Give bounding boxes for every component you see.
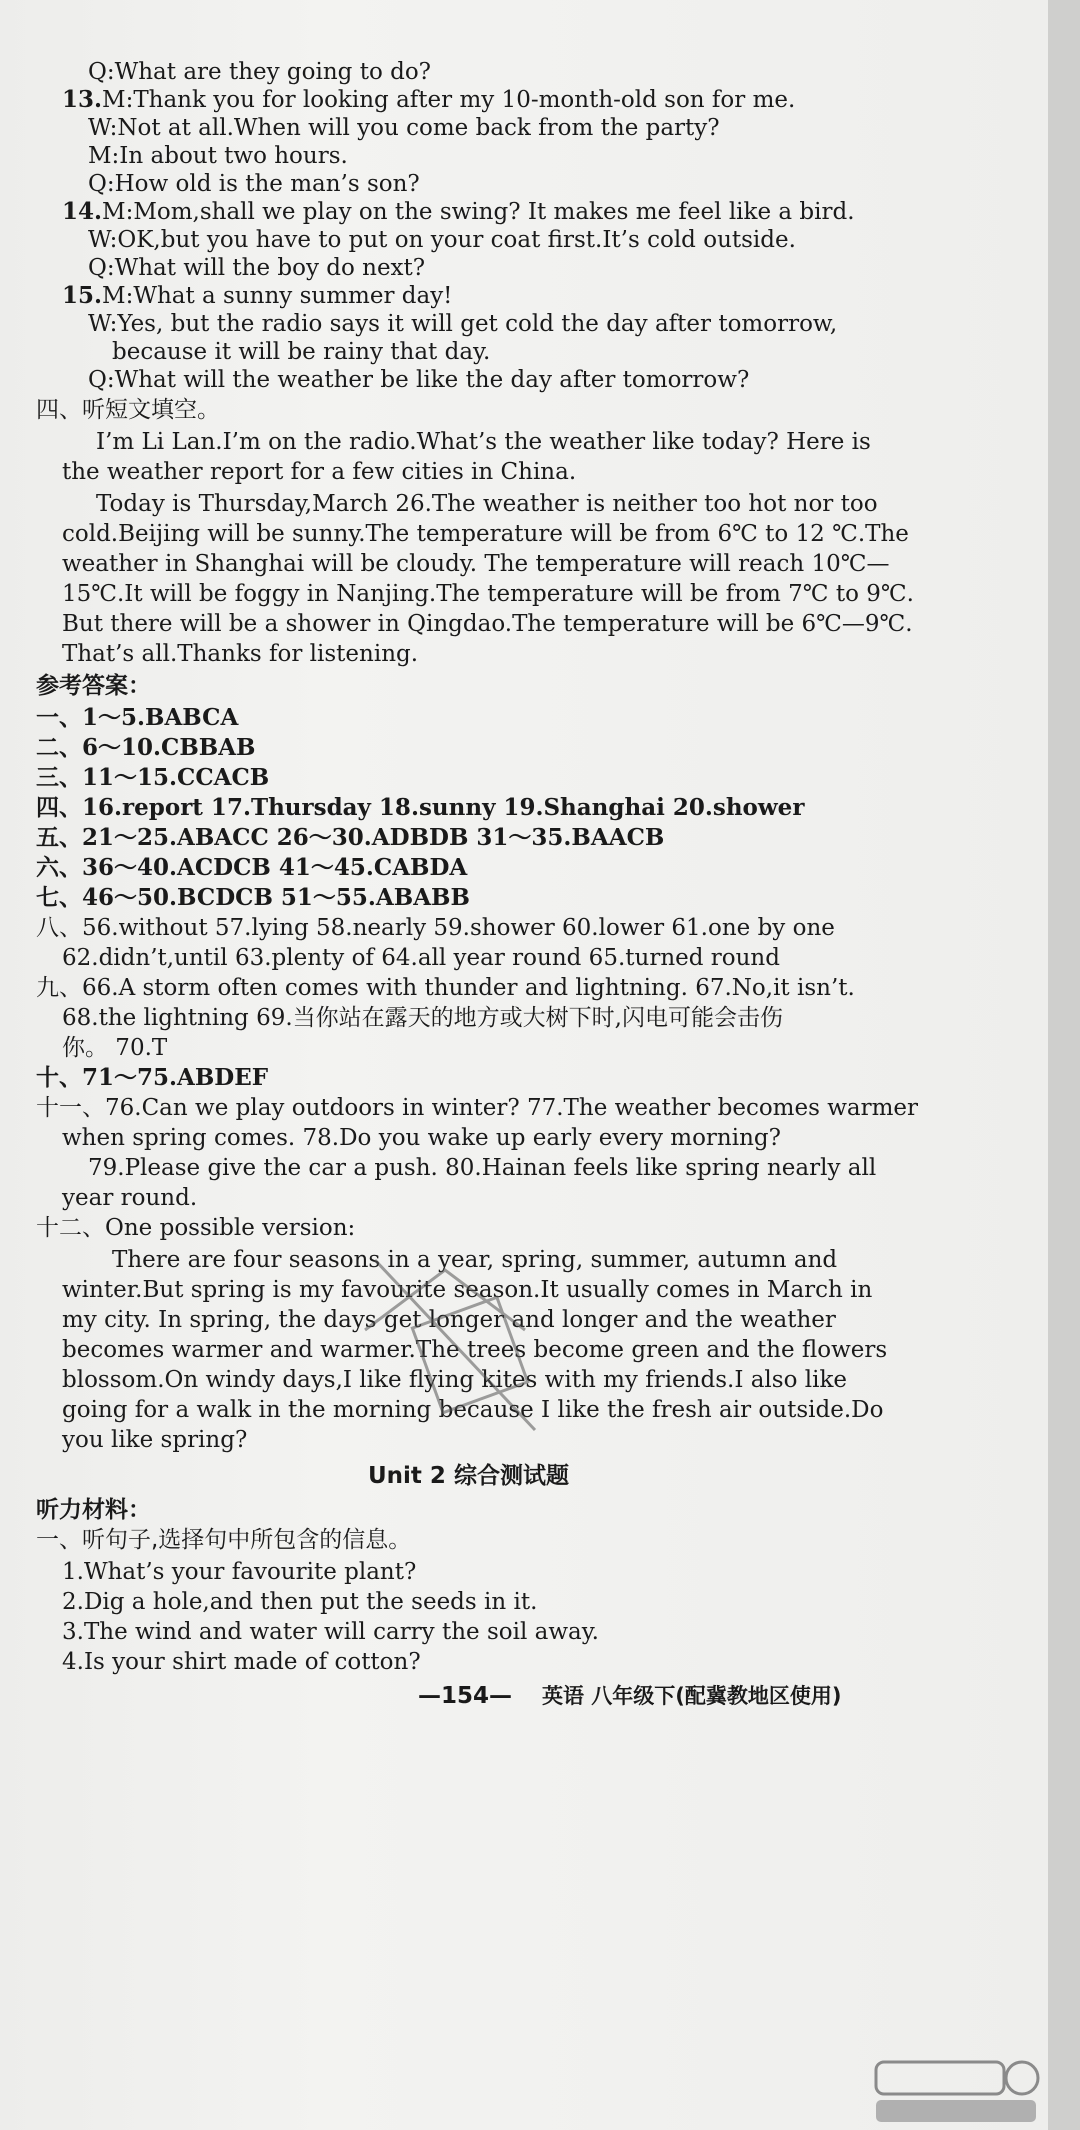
text-line: Today is Thursday,March 26.The weather is neither too hot nor too bbox=[96, 491, 878, 517]
answer-key-heading: 参考答案： bbox=[36, 673, 151, 699]
answer-line: 三、11～15.CCACB bbox=[36, 764, 270, 791]
text-line: cold.Beijing will be sunny.The temperature will be from 6℃ to 12 ℃.The bbox=[62, 521, 909, 547]
text-line: 1.What’s your favourite plant? bbox=[62, 1559, 417, 1585]
text-line: W:Yes, but the radio says it will get cold the day after tomorrow, bbox=[88, 311, 838, 337]
answer-line: when spring comes. 78.Do you wake up early every morning? bbox=[62, 1125, 781, 1151]
text-line: because it will be rainy that day. bbox=[112, 339, 491, 365]
essay-line: you like spring? bbox=[62, 1427, 248, 1453]
answer-line: 十二、One possible version: bbox=[36, 1215, 356, 1241]
text-line: Q:What are they going to do? bbox=[88, 59, 432, 85]
essay-line: winter.But spring is my favourite season.It usually comes in March in bbox=[62, 1277, 873, 1303]
text-line: But there will be a shower in Qingdao.The temperature will be 6℃—9℃. bbox=[62, 611, 913, 637]
item-number: 13. bbox=[62, 86, 103, 113]
text-line: Q:What will the boy do next? bbox=[88, 255, 426, 281]
essay-line: going for a walk in the morning because I like the fresh air outside.Do bbox=[62, 1397, 884, 1423]
unit-title: Unit 2 综合测试题 bbox=[368, 1463, 569, 1489]
answer-line: 七、46～50.BCDCB 51～55.ABABB bbox=[36, 884, 470, 911]
section-heading: 一、听句子,选择句中所包含的信息。 bbox=[36, 1527, 412, 1553]
essay-line: There are four seasons in a year, spring, summer, autumn and bbox=[112, 1247, 838, 1273]
text-line: the weather report for a few cities in China. bbox=[62, 459, 577, 485]
section-heading: 四、听短文填空。 bbox=[36, 397, 220, 423]
essay-line: blossom.On windy days,I like flying kites with my friends.I also like bbox=[62, 1367, 848, 1393]
item-number: 14. bbox=[62, 198, 103, 225]
text-line: 3.The wind and water will carry the soil away. bbox=[62, 1619, 599, 1645]
stamp-mark bbox=[355, 1240, 565, 1440]
answer-line: 一、1～5.BABCA bbox=[36, 704, 239, 731]
text-line: M:In about two hours. bbox=[88, 143, 348, 169]
answer-line: 二、6～10.CBBAB bbox=[36, 734, 256, 761]
page-number: —154— bbox=[418, 1683, 513, 1709]
text-line: That’s all.Thanks for listening. bbox=[62, 641, 419, 667]
listening-heading: 听力材料： bbox=[36, 1497, 151, 1523]
answer-line: 62.didn’t,until 63.plenty of 64.all year round 65.turned round bbox=[62, 945, 780, 971]
answer-line: 九、66.A storm often comes with thunder and lightning. 67.No,it isn’t. bbox=[36, 975, 855, 1001]
line-text: M:Thank you for looking after my 10-month-old son for me. bbox=[102, 87, 796, 113]
text-line: 15℃.It will be foggy in Nanjing.The temperature will be from 7℃ to 9℃. bbox=[62, 581, 914, 607]
text-line: Q:How old is the man’s son? bbox=[88, 171, 420, 197]
line-text: M:Mom,shall we play on the swing? It makes me feel like a bird. bbox=[102, 199, 855, 225]
answer-line: 八、56.without 57.lying 58.nearly 59.shower 60.lower 61.one by one bbox=[36, 915, 835, 941]
text-line: I’m Li Lan.I’m on the radio.What’s the weather like today? Here is bbox=[96, 429, 871, 455]
essay-line: becomes warmer and warmer.The trees become green and the flowers bbox=[62, 1337, 888, 1363]
answer-line: 五、21～25.ABACC 26～30.ADBDB 31～35.BAACB bbox=[36, 824, 665, 851]
answer-line: 十、71～75.ABDEF bbox=[36, 1064, 269, 1091]
answer-line: 六、36～40.ACDCB 41～45.CABDA bbox=[36, 854, 468, 881]
footer-subject: 英语 八年级下(配冀教地区使用) bbox=[542, 1684, 842, 1708]
text-line: Q:What will the weather be like the day after tomorrow? bbox=[88, 367, 750, 393]
text-line: 4.Is your shirt made of cotton? bbox=[62, 1649, 421, 1675]
answer-line: 十一、76.Can we play outdoors in winter? 77.The weather becomes warmer bbox=[36, 1095, 919, 1121]
text-line: W:Not at all.When will you come back from the party? bbox=[88, 115, 720, 141]
watermark-logo bbox=[872, 2056, 1042, 2126]
answer-line: 68.the lightning 69.当你站在露天的地方或大树下时,闪电可能会击伤 bbox=[62, 1005, 783, 1031]
essay-line: my city. In spring, the days get longer and longer and the weather bbox=[62, 1307, 836, 1333]
answer-line: 四、16.report 17.Thursday 18.sunny 19.Shanghai 20.shower bbox=[36, 794, 805, 821]
page-edge-shadow bbox=[1048, 0, 1080, 2130]
answer-line: 79.Please give the car a push. 80.Hainan feels like spring nearly all bbox=[88, 1155, 877, 1181]
text-line: 2.Dig a hole,and then put the seeds in it. bbox=[62, 1589, 538, 1615]
item-number: 15. bbox=[62, 282, 103, 309]
text-line: W:OK,but you have to put on your coat first.It’s cold outside. bbox=[88, 227, 796, 253]
answer-line: 你。 70.T bbox=[62, 1035, 168, 1061]
text-line: weather in Shanghai will be cloudy. The temperature will reach 10℃— bbox=[62, 551, 890, 577]
answer-line: year round. bbox=[62, 1185, 198, 1211]
line-text: M:What a sunny summer day! bbox=[102, 283, 453, 309]
